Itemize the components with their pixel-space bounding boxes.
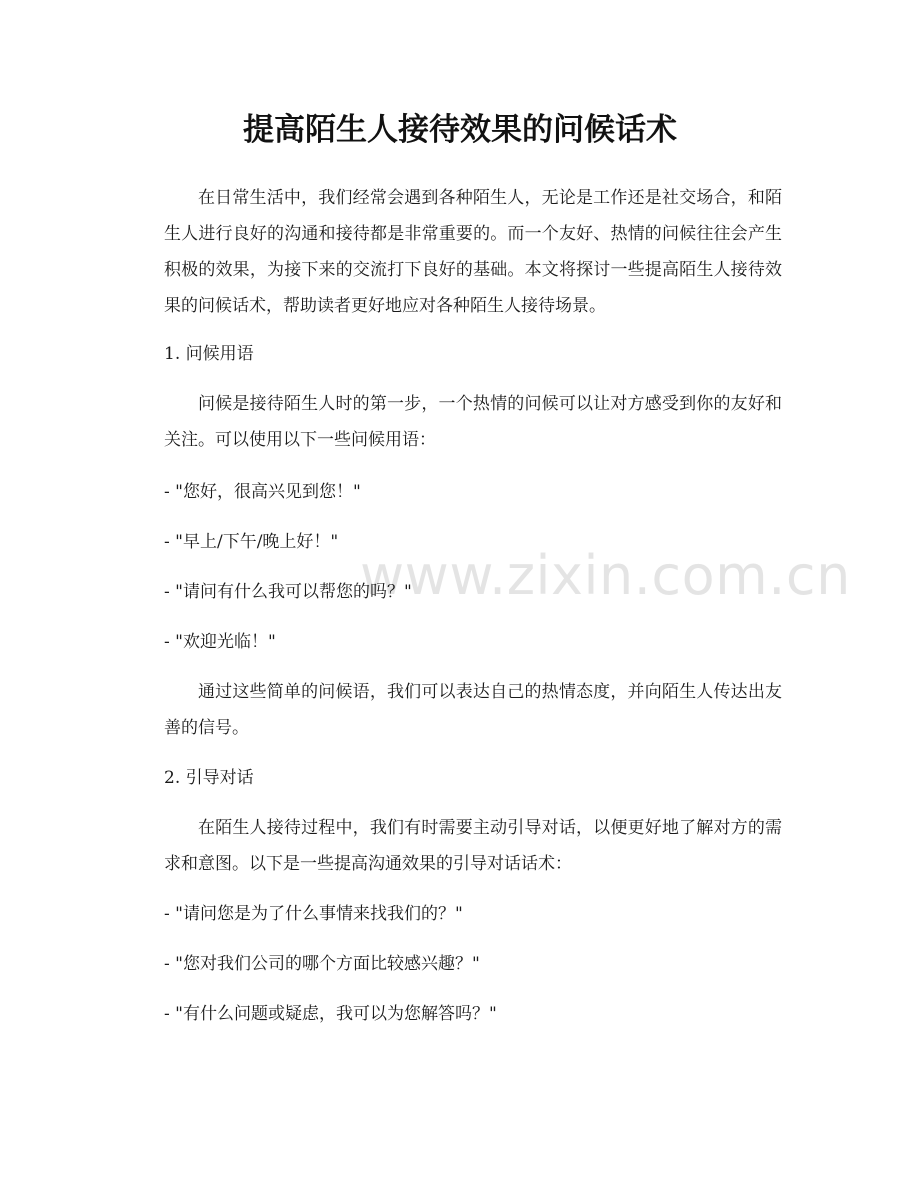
guide-item: - "有什么问题或疑虑，我可以为您解答吗？" (164, 1004, 497, 1024)
section-heading-greetings: 1. 问候用语 (164, 344, 254, 364)
greeting-item: - "请问有什么我可以帮您的吗？" (164, 582, 412, 602)
document-title: 提高陌生人接待效果的问候话术 (243, 112, 677, 148)
guide-paragraph: 在陌生人接待过程中，我们有时需要主动引导对话，以便更好地了解对方的需求和意图。以下是一些提高沟通效果的引导对话话术： (164, 818, 782, 874)
greeting-item: - "您好，很高兴见到您！" (164, 482, 361, 502)
greetings-paragraph: 问候是接待陌生人时的第一步，一个热情的问候可以让对方感受到你的友好和关注。可以使用以下一些问候用语： (164, 394, 782, 450)
greeting-item: - "早上/下午/晚上好！" (164, 532, 339, 552)
greeting-item: - "欢迎光临！" (164, 632, 276, 652)
watermark: www.zixin.com.cn (360, 544, 851, 607)
guide-item: - "请问您是为了什么事情来找我们的？" (164, 904, 463, 924)
intro-paragraph: 在日常生活中，我们经常会遇到各种陌生人，无论是工作还是社交场合，和陌生人进行良好的沟通和接待都是非常重要的。而一个友好、热情的问候往往会产生积极的效果，为接下来的交流打下良好的基础。本文将探讨一些提高陌生人接待效果的问候话术，帮助读者更好地应对各种陌生人接待场景。 (164, 188, 782, 316)
greetings-summary-paragraph: 通过这些简单的问候语，我们可以表达自己的热情态度，并向陌生人传达出友善的信号。 (164, 682, 782, 738)
guide-item: - "您对我们公司的哪个方面比较感兴趣？" (164, 954, 480, 974)
section-heading-guide: 2. 引导对话 (164, 768, 254, 788)
